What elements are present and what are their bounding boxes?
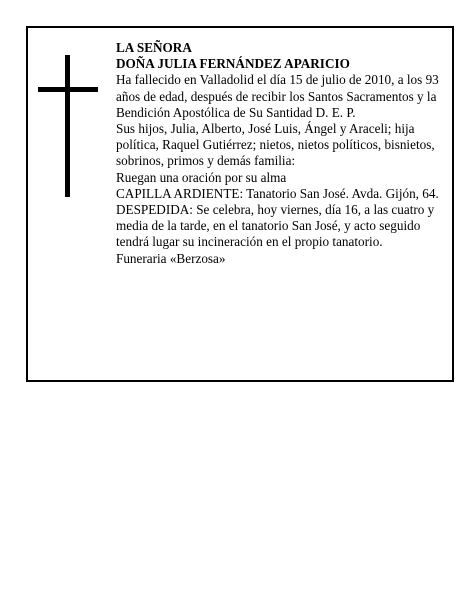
chapel-information: CAPILLA ARDIENTE: Tanatorio San José. Avda. Gijón, 64.	[116, 185, 439, 201]
cross-icon	[38, 55, 98, 197]
obituary-notice	[26, 26, 454, 382]
death-announcement: Ha fallecido en Valladolid el día 15 de julio de 2010, a los 93 años de edad, después de recibir los Santos Sacramentos y la Bendición Apostólica de Su Santidad D. E. P.	[116, 72, 439, 120]
deceased-name: DOÑA JULIA FERNÁNDEZ APARICIO	[116, 56, 350, 72]
obituary-title: LA SEÑORA	[116, 40, 192, 55]
cross-vertical-bar	[65, 55, 70, 197]
cross-horizontal-bar	[38, 87, 98, 92]
family-list: Sus hijos, Julia, Alberto, José Luis, Ángel y Araceli; hija política, Raquel Gutiérrez; nietos, nietos políticos, bisnietos, sobrinos, primos y demás familia:	[116, 121, 435, 169]
prayer-request: Ruegan una oración por su alma	[116, 169, 287, 185]
farewell-information: DESPEDIDA: Se celebra, hoy viernes, día 16, a las cuatro y media de la tarde, en el tanatorio San José, y acto seguido tendrá lugar su incineración en el propio tanatorio.	[116, 202, 435, 250]
obituary-text	[116, 40, 446, 267]
funeral-home: Funeraria «Berzosa»	[116, 250, 226, 266]
